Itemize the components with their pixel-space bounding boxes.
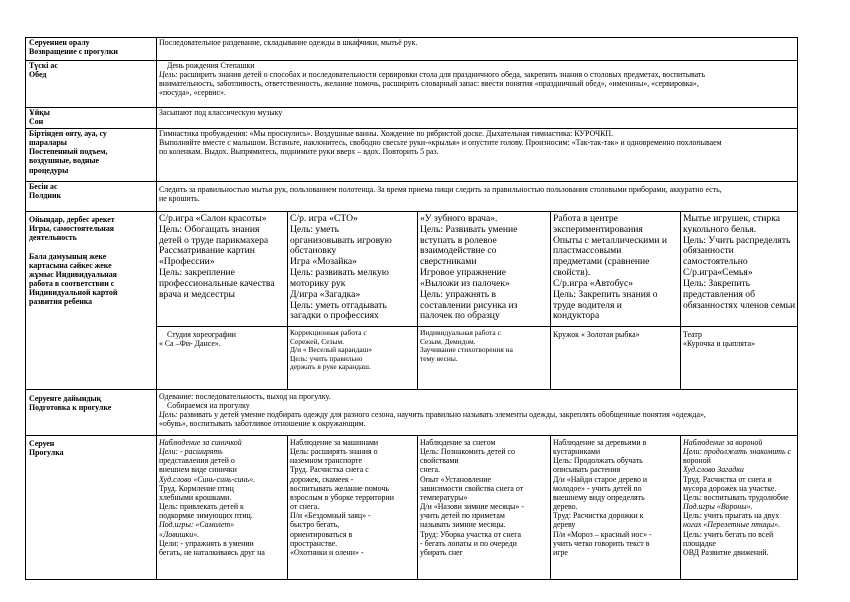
- row-snack: [26, 182, 798, 212]
- row-sleep: [26, 108, 798, 129]
- row-content: Последовательное раздевание, складывание одежды в шкафчики, мытьё рук.: [157, 38, 798, 61]
- row-label: Түскі ас Обед: [26, 61, 157, 108]
- schedule-table: [25, 37, 798, 580]
- row-label: Серуен Прогулка: [26, 436, 157, 580]
- row-wake-up: [26, 129, 798, 182]
- games-col-1: С/р.игра «Салон красоты» Цель: Обогащать знания детей о труде парикмахера Рассматривание картин «Профессии» Цель: закрепление профессиональные качества врача и медсестры: [157, 212, 288, 327]
- row-walk: [26, 436, 798, 580]
- row-label: Бесін ас Полдник: [26, 182, 157, 212]
- row-games: [26, 212, 798, 327]
- individual-col-5: Театр «Курочка и цыплята»: [681, 327, 798, 390]
- individual-col-1: Студия хореографии « Са –Фи- Дансе».: [157, 327, 288, 390]
- row-content: День рождения Степашки Цель: расширить знания детей о способах и последовательности сервировки стола для праздничного обеда, закрепить знания о столовых предметах, воспитывать внимательность, заботливость, ответственность, желание помочь, расширить словарный запас: ввести понятия «праздничный обед», «именины», «сервировка», «посуда», «сервис».: [157, 61, 798, 108]
- row-label: Серуеннен оралу Возвращение с прогулки: [26, 38, 157, 61]
- walk-col-1: Наблюдение за синичкой Цели: - расширять представления детей о внешнем виде синички Худ.слово «Синь-синь-синь». Труд. Кормление птиц хлебными крошками. Цель: привлекать детей к подкормке зимующих птиц. Под.игры: «Самолет» «Ловишки». Цели: - упражнять в умении бегать, не наталкиваясь друг на: [157, 436, 288, 580]
- walk-col-4: Наблюдение за деревьями в кустарниками Цель: Продолжать обучать описывать растения Д/и «Найди старое дерево и молодое» - учить детей по внешнему виду определять дерево. Труд: Расчистка дорожки к дереву П/и «Мороз – красный нос» - учить четко говорить текст в игре: [551, 436, 681, 580]
- row-label: Біртіндеп ояту, ауа, су шаралары Постепенный подъем, воздушные, водные процедуры: [26, 129, 157, 182]
- row-label: Серуенге дайындық Подготовка к прогулке: [26, 390, 157, 436]
- games-col-5: Мытье игрушек, стирка кукольного белья. Цель: Учить распределять обязанности самостоятельно С/р.игра«Семья» Цель: Закрепить представления об обязанностях членов семьи: [681, 212, 798, 327]
- walk-col-5: Наблюдение за вороной Цели: продолжать знакомить с вороной Худ.слово Загадки Труд. Расчистка от снега и мусора дорожек на участке. Цель: воспитывать трудолюбие Под.игры «Вороны». Цель: учить прыгать на двух ногах «Перелетные птицы». Цель: учить бегать по всей площадке ОВД Развитие движений.: [681, 436, 798, 580]
- individual-col-3: Индивидуальная работа с Сезым, Демидом. Заучивание стихотворения на тему весны.: [418, 327, 551, 390]
- row-label: Ойындар, дербес әрекет Игры, самостоятельная деятельность Бала дамуының жеке картасына сәйкес жеке жұмыс Индивидуальная работа в соответствии с Индивидуальной картой развития ребенка: [26, 212, 157, 390]
- games-col-2: С/р. игра «СТО» Цель: уметь организовывать игровую обстановку Игра «Мозайка» Цель: развивать мелкую моторику рук Д/игра «Загадка» Цель: уметь отгадывать загадки о профессиях: [288, 212, 418, 327]
- row-label: Ұйқы Сон: [26, 108, 157, 129]
- individual-col-2: Коррекционная работа с Сережей, Сезым. Д/и « Веселый карандаш» Цель: учить правильно держать в руке карандаш.: [288, 327, 418, 390]
- row-walk-prep: [26, 390, 798, 436]
- daily-plan-page: [25, 37, 797, 580]
- walk-col-3: Наблюдение за снегом Цель: Познакомить детей со свойствами снега. Опыт «Установление зависимости свойства снега от температуры» Д/и «Назови зимние месяцы» - учить детей по приметам называть зимние месяцы. Труд: Уборка участка от снега - бегать лопаты и по очереди убирать снег: [418, 436, 551, 580]
- row-lunch: [26, 61, 798, 108]
- row-content: Следить за правильностью мытья рук, пользованием полотенца. За время приема пищи следить за правильностью пользования столовыми приборами, аккуратно есть, не крошить.: [157, 182, 798, 212]
- individual-col-4: Кружок « Золотая рыбка»: [551, 327, 681, 390]
- games-col-3: «У зубного врача». Цель: Развивать умение вступать в ролевое взаимодействие со сверстниками Игровое упражнение «Выложи из палочек» Цель: упражнять в составлении рисунка из палочек по образцу: [418, 212, 551, 327]
- row-content: Гимнастика пробуждения: «Мы проснулись». Воздушные ванны. Хождение по рябристой доске. Дыхательная гимнастика: КУРОЧКП. Выполняйте вместе с малышом. Встаньте, наклонитесь, свободно свесьте руки-«крылья» и опустите голову. Произносим: «Так-так-так» и одновременно похлопываем по коленкам. Выдох. Выпрямитесь, поднимите руки вверх – вдох. Повторить 5 раз.: [157, 129, 798, 182]
- row-content: Одевание: последовательность, выход на прогулку. Собираемся на прогулку Цель: развивать у детей умение подбирать одежду для разного сезона, научить правильно называть элементы одежды, закреплять обобщенные понятия «одежда», «обувь», воспитывать заботливое отношение к окружающим.: [157, 390, 798, 436]
- lunch-title: День рождения Степашки: [167, 61, 255, 70]
- goal-prefix: Цель:: [159, 70, 178, 80]
- games-col-4: Работа в центре экспериментирования Опыты с металлическими и пластмассовыми предметами (сравнение свойств). С/р.игра «Автобус» Цель: Закрепить знания о труде водителя и кондуктора: [551, 212, 681, 327]
- row-return-from-walk: [26, 38, 798, 61]
- walk-col-2: Наблюдение за машинами Цель: расширять знания о наземном транспорте Труд. Расчистка снега с дорожек, скамеек - воспитывать желание помочь взрослым в уборке территории от снега. П/и «Бездомный заяц» - быстро бегать, ориентироваться в пространстве. «Охотники и олени» -: [288, 436, 418, 580]
- row-content: Засыпают под классическую музыку: [157, 108, 798, 129]
